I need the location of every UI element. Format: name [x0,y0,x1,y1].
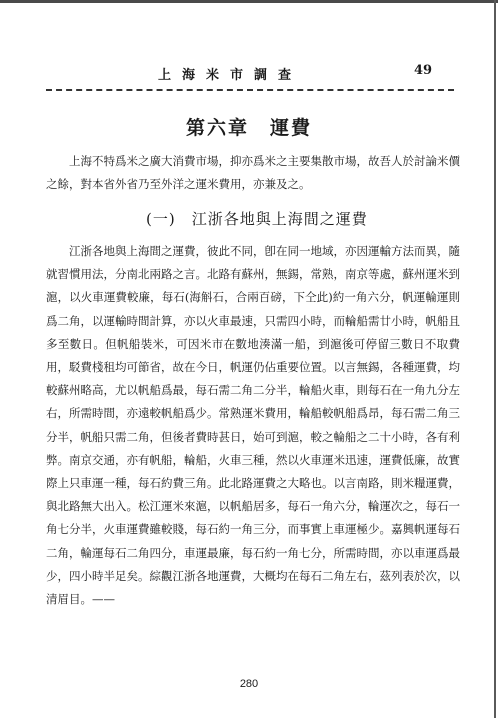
running-header-title: 上海米市調查 [158,68,303,83]
section-title: (一) 江浙各地與上海間之運費 [146,210,368,228]
intro-paragraph: 上海不特爲米之廣大消費市場，抑亦爲米之主要集散市場，故吾人於討論米價之餘，對本省外省乃至外洋之運米費用，亦兼及之。 [46,154,460,191]
scan-top-edge [0,0,498,3]
chapter-title: 第六章 運費 [185,117,312,139]
header-divider [46,89,454,91]
header-page-number: 49 [414,63,433,78]
body-paragraph: 江浙各地與上海間之運費，彼此不同，卽在同一地域，亦因運輸方法而異，隨就習慣用法，分南北兩路之言。北路有蘇州，無錫，常熟，南京等處，蘇州運米到滬，以火車運費較廉，每石(海斛石，合兩百磅，下仝此)約一角六分，帆運輪運則爲二角，以運輸時間計算，亦以火車最速，只需四小時，而輪船需廿小時，帆船且多至數日。但帆船裝米，可因米市在數地湊滿一船，到滬後可停留三數日不取費用，駁費棧租均可節省，故在今日，帆運仍佔重要位置。以言無錫，各種運費，均較蘇州略高，尤以帆船爲最，每石需二角二分半，輪船火車，則每石在一角九分左右，所需時間，亦遠較帆船爲少。常熟運米費用，輪船較帆船爲昂，每石需二角三分半，帆船只需二角，但後者費時甚日，始可到滬，較之輪船之二十小時，各有利弊。南京交通，亦有帆船，輪船，火車三種，然以火車運米迅速，運費低廉，故實際上只車運一種，每石約費三角。此北路運費之大略也。以言南路，則米糧運費，與北路無大出入。松江運米來滬，以帆船居多，每石一角六分，輪運次之，每石一角七分半，火車運費雖較賤，每石約一角三分，而事實上車運極少。嘉興帆運每石二角，輪運每石二角四分，車運最廉，每石約一角七分，所需時間，亦以車運爲最少，四小時半足矣。綜觀江浙各地運費，大概均在每石二角左右，茲列表於次，以清眉目。—— [46,244,460,607]
scan-right-edge [494,0,496,718]
footer-page-number: 280 [239,678,259,690]
